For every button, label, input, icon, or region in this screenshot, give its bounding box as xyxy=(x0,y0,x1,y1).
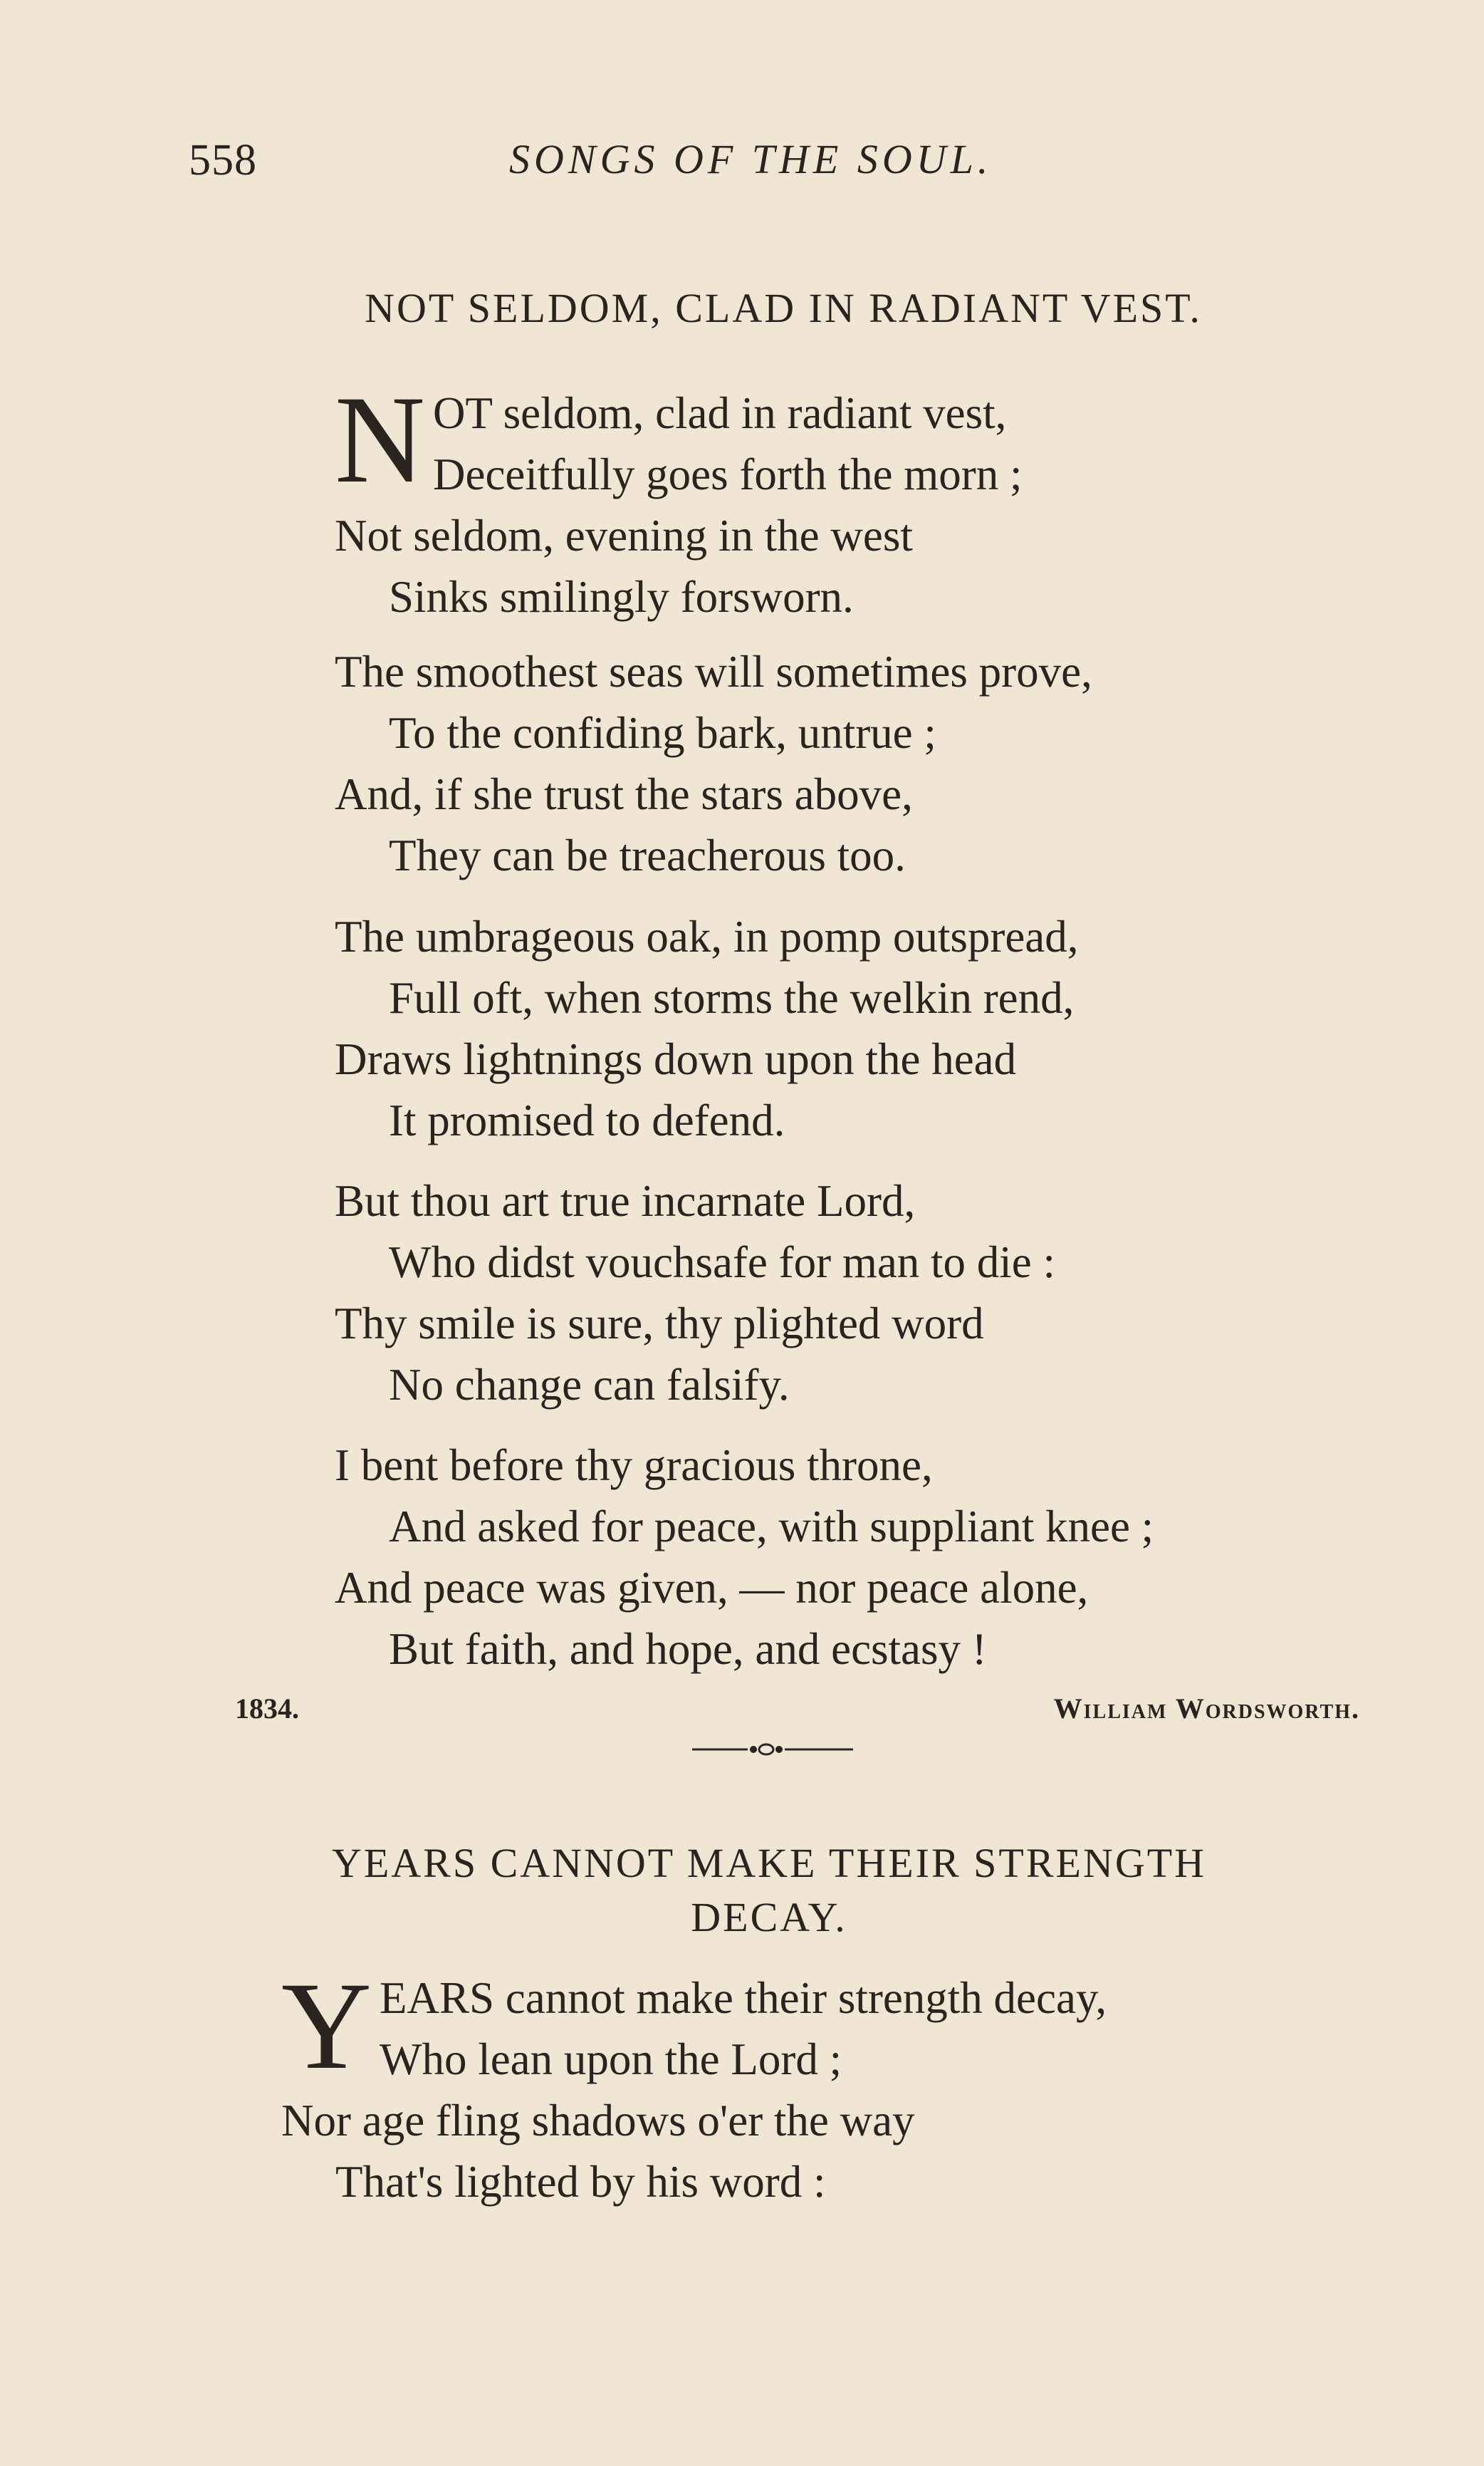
poem-line: It promised to defend. xyxy=(389,1096,785,1145)
poem-line: The smoothest seas will sometimes prove, xyxy=(335,647,1092,697)
poem-line: Who didst vouchsafe for man to die : xyxy=(389,1237,1056,1287)
poem-line: Draws lightnings down upon the head xyxy=(335,1034,1017,1084)
poem-title: NOT SELDOM, CLAD IN RADIANT VEST. xyxy=(365,285,1202,331)
stanza xyxy=(335,906,1389,1151)
poem-line: I bent before thy gracious throne, xyxy=(335,1440,933,1490)
poem-line: Not seldom, evening in the west xyxy=(335,511,913,561)
poem-line: OT seldom, clad in radiant vest, xyxy=(433,388,1007,438)
poem-line: Full oft, when storms the welkin rend, xyxy=(389,973,1075,1023)
poem-line: They can be treacherous too. xyxy=(389,831,906,880)
poem-title-line: YEARS CANNOT MAKE THEIR STRENGTH xyxy=(331,1840,1207,1886)
book-title: SONGS OF THE SOUL. xyxy=(509,136,993,182)
poem-line: No change can falsify. xyxy=(389,1360,790,1410)
poem-title xyxy=(249,1836,1289,1945)
poem-line: And peace was given, — nor peace alone, xyxy=(335,1563,1089,1613)
poem-line: Thy smile is sure, thy plighted word xyxy=(335,1299,984,1348)
stanza xyxy=(281,1957,1349,2212)
poem-author: William Wordsworth. xyxy=(1053,1692,1360,1724)
poem-line: The umbrageous oak, in pomp outspread, xyxy=(335,912,1079,962)
poem-line: Deceitfully goes forth the morn ; xyxy=(433,449,1023,499)
poem-line: Sinks smilingly forsworn. xyxy=(389,572,854,622)
stanza xyxy=(335,1170,1389,1415)
poem-line: Who lean upon the Lord ; xyxy=(380,2034,842,2084)
poem-line: But thou art true incarnate Lord, xyxy=(335,1176,916,1226)
poem-line: Nor age fling shadows o'er the way xyxy=(281,2096,915,2145)
divider-ornament xyxy=(692,1741,853,1758)
poem-line: And asked for peace, with suppliant knee ; xyxy=(389,1502,1154,1551)
page-number: 558 xyxy=(189,136,257,184)
poem-line: That's lighted by his word : xyxy=(335,2157,826,2207)
poem-title-line: DECAY. xyxy=(691,1894,847,1940)
drop-cap: Y xyxy=(281,1957,372,2096)
stanza xyxy=(335,370,1389,628)
running-head xyxy=(189,135,1328,199)
drop-cap: N xyxy=(335,370,426,509)
stanza xyxy=(335,641,1389,886)
poem-line: EARS cannot make their strength decay, xyxy=(380,1973,1107,2023)
attribution xyxy=(235,1692,1360,1734)
poem-year: 1834. xyxy=(235,1692,299,1724)
poem-line: And, if she trust the stars above, xyxy=(335,769,913,819)
stanza xyxy=(335,1435,1389,1680)
poem-line: To the confiding bark, untrue ; xyxy=(389,708,936,758)
poem-line: But faith, and hope, and ecstasy ! xyxy=(389,1624,987,1674)
